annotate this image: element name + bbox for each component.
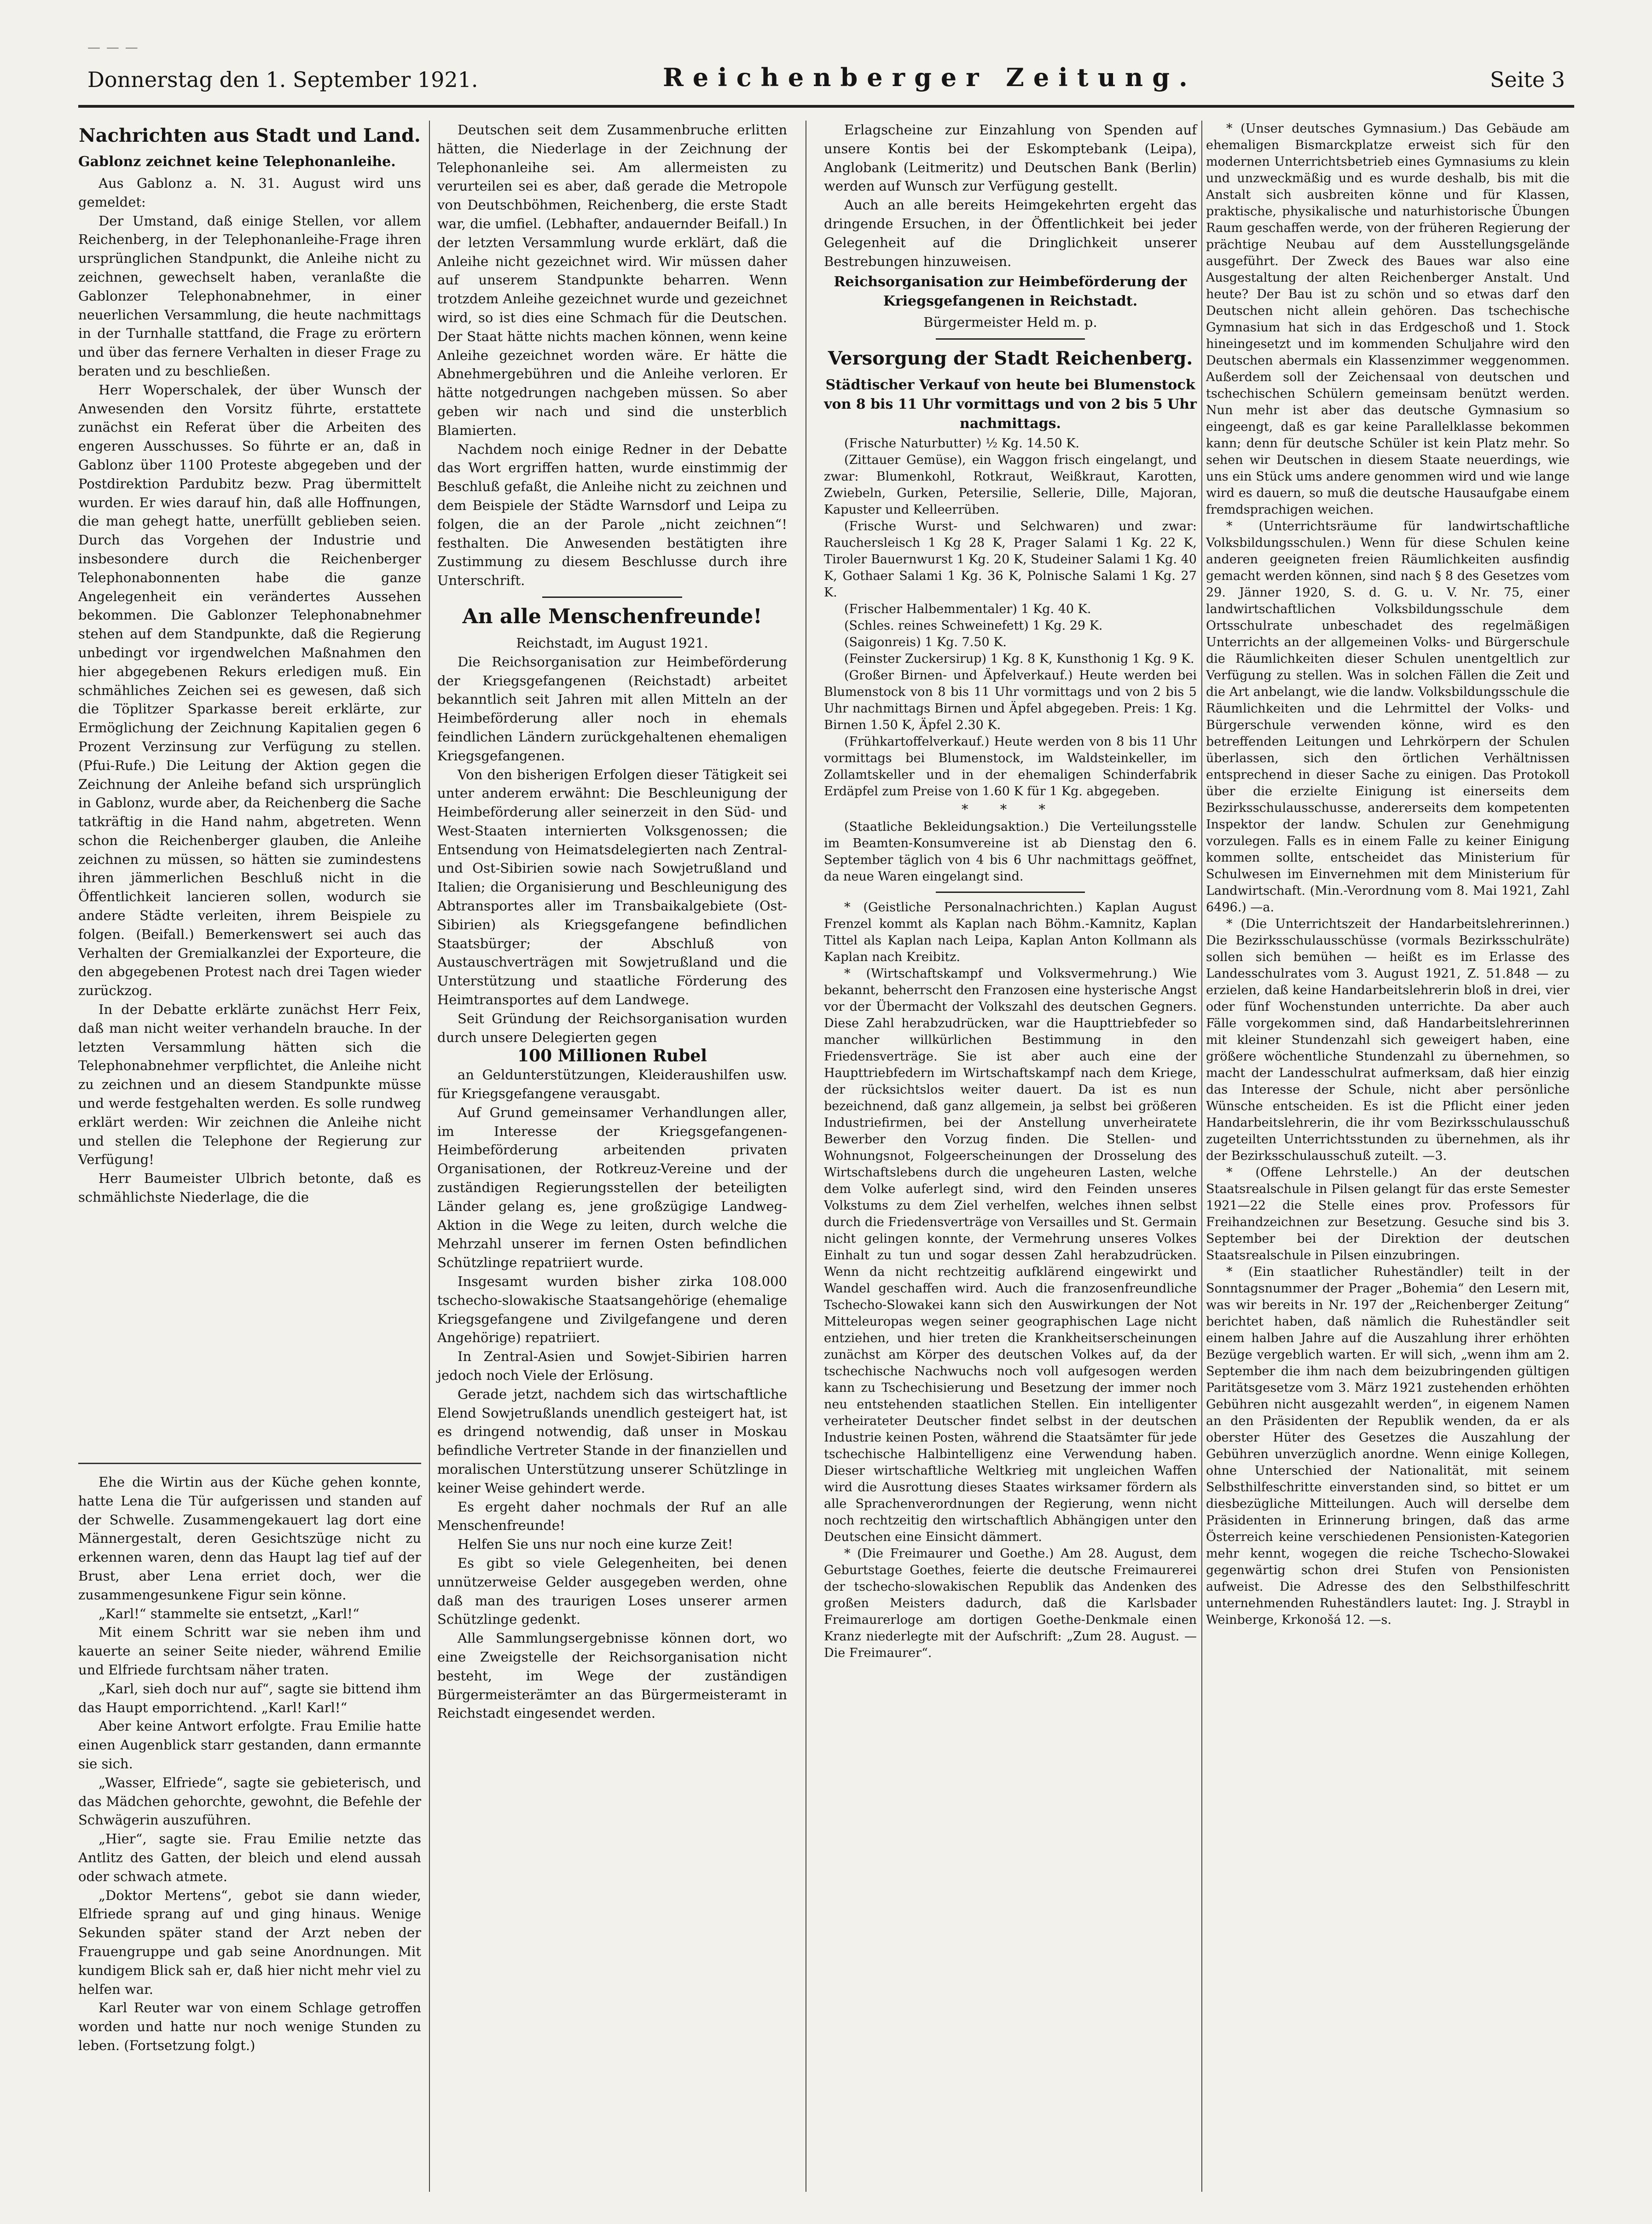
column-2: [437, 121, 787, 1723]
article-divider: [542, 597, 682, 598]
news-item: * (Die Freimaurer und Goethe.) Am 28. August, dem Geburtstage Goethes, feierte die deutsche Freimaurerei der tschecho-slowakischen Republik das Andenken des großen Meisters dadurch, daß die Karlsbader Freimaurerloge am dortigen Goethe-Denkmale einen Kranz niederlegte mit der Aufschrift: „Zum 28. August. — Die Freimaurer“.: [824, 1546, 1197, 1660]
library-stamp: — — —: [87, 40, 139, 55]
notice-item: (Schles. reines Schweinefett) 1 Kg. 29 K.: [844, 619, 1103, 633]
notice-item: (Zittauer Gemüse), ein Waggon frisch eingelangt, und zwar: Blumenkohl, Rotkraut, Weißkraut, Karotten, Zwiebeln, Gurken, Petersilie, Sellerie, Dille, Majoran, Kapuster und Kelleerrüben.: [824, 453, 1197, 517]
article-paragraph: Es ergeht daher nochmals der Ruf an alle Menschenfreunde!: [437, 1499, 787, 1534]
news-item: * (Die Unterrichtszeit der Handarbeitslehrerinnen.) Die Bezirksschulausschüsse (vormals Bezirksschulräte) sollen sich bemühen — heißt es im Erlasse des Landesschulrates vom 3. August 1921, Z. 51.848 — zu erzielen, daß keine Handarbeitslehrerin bloß in drei, vier oder fünf Wochenstunden unterrichte. Da aber auch Fälle vorgekommen sind, daß Handarbeitslehrerinnen mit kleiner Stundenzahl sich geweigert haben, eine größere wöchentliche Stundenzahl zu übernehmen, so macht der Landesschulrat aufmerksam, daß hier einzig das Interesse der Schule, nicht aber persönliche Wünsche entscheiden. Es ist die Pflicht einer jeden Handarbeitslehrerin, die ihr vom Bezirksschulausschuß zugeteilten Unterrichtsstunden zu übernehmen, als ihr der Bezirksschulausschuß zuteilt. —3.: [1206, 917, 1570, 1163]
news-item: * (Offene Lehrstelle.) An der deutschen Staatsrealschule in Pilsen gelangt für das erste Semester 1921—22 die Stelle eines prov. Professors für Freihandzeichnen zur Besetzung. Gesuche sind bis 3. September bei der Direktion der deutschen Staatsrealschule in Pilsen einzubringen.: [1206, 1165, 1570, 1263]
article-paragraph: Auch an alle bereits Heimgekehrten ergeht das dringende Ersuchen, in der Öffentlichkeit bei jeder Gelegenheit auf die Dringlichkeit unserer Bestrebungen hinzuweisen.: [824, 197, 1197, 269]
serial-paragraph: „Hier“, sagte sie. Frau Emilie netzte das Antlitz des Gatten, der bleich und elend aussah oder schwach atmete.: [78, 1831, 421, 1884]
article-paragraph: Seit Gründung der Reichsorganisation wurden durch unsere Delegierten gegen: [437, 1010, 787, 1045]
issue-date: Donnerstag den 1. September 1921.: [87, 67, 478, 92]
article-paragraph: Herr Woperschalek, der über Wunsch der Anwesenden den Vorsitz führte, erstattete zunächst ein Referat über die Arbeiten des engeren Ausschusses. So führte er an, daß in Gablonz über 1100 Proteste abgegeben und der Postdirektion Pardubitz bezw. Prag übermittelt wurden. Er wies darauf hin, daß alle Hoffnungen, die man gehegt hatte, unerfüllt geblieben seien. Durch das Vorgehen der Industrie und insbesondere durch die Reichenberger Telephonabonnenten habe die ganze Angelegenheit ein verändertes Aussehen bekommen. Die Gablonzer Telephonabnehmer stehen auf dem Standpunkte, daß die Regierung unbedingt vor irgendwelchen Maßnahmen den hier abgegebenen Rekurs erledigen muß. Ein schmähliches Zeichen sei es gewesen, daß sich die Töplitzer Sparkasse bereit erklärte, zur Ermöglichung der Zeichnung Kapitalien gegen 6 Prozent Verzinsung zur Verfügung zu stellen. (Pfui-Rufe.) Die Leitung der Aktion gegen die Zeichnung der Anleihe befand sich ursprünglich in Gablonz, wurde aber, da Reichenberg die Sache tatkräftig in die Hand nahm, abgetreten. Wenn schon die Reichenberger glauben, die Anleihe zeichnen zu müssen, so hätten sie zumindestens ihren jämmerlichen Beschluß nicht in die Öffentlichkeit lancieren sollen, wodurch sie andere Städte verleiten, ihrem Beispiele zu folgen. (Beifall.) Bemerkenswert sei auch das Verhalten der Gremialkanzlei der Exporteure, die den abgegebenen Protest nach drei Tagen wieder zurückzog.: [78, 382, 421, 999]
serial-paragraph: „Karl, sieh doch nur auf“, sagte sie bittend ihm das Haupt emporrichtend. „Karl! Karl!“: [78, 1680, 421, 1715]
notice-item: (Frischer Halbemmentaler) 1 Kg. 40 K.: [844, 602, 1091, 617]
article-paragraph: Die Reichsorganisation zur Heimbeförderung der Kriegsgefangenen (Reichstadt) arbeitet bekanntlich seit Jahren mit allen Mitteln an der Heimbeförderung aller noch in ehemals feindlichen Ländern zurückgehaltenen ehemaligen Kriegsgefangenen.: [437, 654, 787, 764]
article-divider: [936, 338, 1085, 340]
article-paragraph: Von den bisherigen Erfolgen dieser Tätigkeit sei unter anderem erwähnt: Die Beschleunigung der Heimbeförderung aller seinerzeit in den Süd- und West-Staaten internierten Volksgenossen; die Entsendung von Heimatsdelegierten nach Zentral- und Ost-Sibirien sowie nach Sowjetrußland und Italien; die Organisierung und Beschleunigung des Abtransportes aller im Transbaikalgebiete (Ost-Sibirien) als Kriegsgefangene befindlichen Staatsbürger; der Abschluß von Austauschverträgen mit Sowjetrußland und die Unterstützung und staatliche Förderung des Heimtransportes auf dem Landwege.: [437, 766, 787, 1008]
article-paragraph: Nachdem noch einige Redner in der Debatte das Wort ergriffen hatten, wurde einstimmig der Beschluß gefaßt, die Anleihe nicht zu zeichnen und dem Beispiele der Städte Warnsdorf und Leipa zu folgen, die an der Parole „nicht zeichnen“! festhalten. Die Anwesenden bestätigten ihre Zustimmung zu diesem Beschlusse durch ihre Unterschrift.: [437, 441, 787, 589]
page-header: [78, 60, 1574, 110]
feuilleton: [78, 1473, 421, 2055]
column-divider: [429, 121, 430, 2192]
column-4: [1206, 121, 1570, 1628]
article-paragraph: Alle Sammlungsergebnisse können dort, wo eine Zweigstelle der Reichsorganisation nicht besteht, im Wege der zuständigen Bürgermeisterämter an das Bürgermeisteramt in Reichstadt eingesendet werden.: [437, 1630, 787, 1721]
notice-item: (Frische Wurst- und Selchwaren) und zwar: Rauchersleisch 1 Kg 28 K, Prager Salami 1 Kg. 22 K, Tiroler Bauernwurst 1 Kg. 20 K, Studeiner Salami 1 Kg. 40 K, Gothaer Salami 1 Kg. 36 K, Polnische Salami 1 Kg. 27 K.: [824, 519, 1197, 600]
news-item: * (Unser deutsches Gymnasium.) Das Gebäude am ehemaligen Bismarckplatze erweist sich für den modernen Unterrichtsbetrieb eines Gymnasiums zu klein und unzweckmäßig und es wurde deshalb, bis mit die Anstalt sich ausbreiten könne und für Klassen, praktische, physikalische und naturhistorische Übungen Raum geschaffen werde, von der früheren Regierung der prächtige Neubau auf dem Ausstellungsgelände ausgeführt. Der Zweck des Baues war also eine Ausgestaltung der alten Reichenberger Anstalt. Und heute? Der Bau ist zu schön und so etwas darf den Deutschen nicht allein gehören. Das tschechische Gymnasium hat sich in das Erdgeschoß und 1. Stock hineingesetzt und im kommenden Schuljahre wird den Deutschen abermals ein Klassenzimmer weggenommen. Außerdem soll der Zeichensaal von deutschen und tschechischen Schülern gemeinsam benützt werden. Nun mehr ist aber das deutsche Gymnasium so eingeengt, daß es gar keine Parallelklasse bekommen kann; denn für deutsche Schüler ist kein Platz mehr. So sehen wir Deutschen in diesem Staate neuerdings, wie uns ein Stück ums andere genommen wird und wie lange wird es dauern, so muß die deutsche Hausaufgabe einem fremdsprachigen weichen.: [1206, 122, 1570, 517]
serial-paragraph: Aber keine Antwort erfolgte. Frau Emilie hatte einen Augenblick starr gestanden, dann ermannte sie sich.: [78, 1718, 421, 1772]
article-paragraph: Helfen Sie uns nur noch eine kurze Zeit!: [458, 1536, 733, 1552]
signature: Bürgermeister Held m. p.: [923, 314, 1097, 330]
section-stars: * * *: [962, 801, 1059, 817]
column-1: [78, 121, 421, 1207]
article-paragraph: Insgesamt wurden bisher zirka 108.000 tschecho-slowakische Staatsangehörige (ehemalige Kriegsgefangene und Zivilgefangene und deren Angehörige) repatriiert.: [437, 1274, 787, 1346]
article-heading: Gablonz zeichnet keine Telephonanleihe.: [78, 154, 396, 170]
notice-item: (Frische Naturbutter) ½ Kg. 14.50 K.: [844, 436, 1079, 451]
article-divider: [936, 892, 1085, 893]
serial-paragraph: „Karl!“ stammelte sie entsetzt, „Karl!“: [99, 1605, 359, 1622]
notice-item: (Frühkartoffelverkauf.) Heute werden von 8 bis 11 Uhr vormittags bei Blumenstock, im Waldsteinkeller, im Zollamtskeller und in der ehemaligen Schinderfabrik Erdäpfel zum Preise von 1.60 K für 1 Kg. abgegeben.: [824, 735, 1197, 799]
notice-item: (Saigonreis) 1 Kg. 7.50 K.: [844, 635, 1007, 650]
organization-line: Reichsorganisation zur Heimbeförderung der Kriegsgefangenen in Reichstadt.: [834, 274, 1187, 310]
serial-paragraph: Karl Reuter war von einem Schlage getroffen worden und hatte nur noch wenige Stunden zu leben. (Fortsetzung folgt.): [78, 2000, 421, 2053]
serial-paragraph: Ehe die Wirtin aus der Küche gehen konnte, hatte Lena die Tür aufgerissen und standen auf der Schwelle. Zusammengekauert lag dort eine Männergestalt, deren Gesichtszüge nicht zu erkennen waren, denn das Haupt lag tief auf der Brust, aber Lena erriet doch, wer die zusammengesunkene Figur sein könne.: [78, 1474, 421, 1603]
dateline: Reichstadt, im August 1921.: [516, 635, 708, 651]
news-item: * (Unterrichtsräume für landwirtschaftliche Volksbildungsschulen.) Wenn für diese Schulen keine anderen geeigneten freien Räumlichkeiten ausfindig gemacht werden können, sind nach § 8 des Gesetzes vom 29. Jänner 1920, S. d. G. u. V. Nr. 75, einer landwirtschaftlichen Volksbildungsschule dem Ortsschulrate unbeschadet des regelmäßigen Unterrichts an der allgemeinen Volks- und Bürgerschule die Räumlichkeiten dieser Schulen unentgeltlich zur Verfügung zu stellen. Was in solchen Fällen die Zeit und die Art anbelangt, wie die landw. Volksbildungsschule die Räumlichkeiten und die Lehrmittel der Volks- und Bürgerschule verwenden könne, wird es den betreffenden Leitungen und Lehrkörpern der Schulen überlassen, sich den örtlichen Verhältnissen entsprechend in dieser Sache zu einigen. Das Protokoll über die erzielte Einigung ist einerseits dem Bezirksschulausschusse, andererseits dem kompetenten Inspektor der landw. Schulen zur Genehmigung vorzulegen. Falls es in einem Falle zu keiner Einigung kommen sollte, entscheidet das Ministerium für Schulwesen im Einvernehmen mit dem Ministerium für Landwirtschaft. (Min.-Verordnung vom 8. Mai 1921, Zahl 6496.) —a.: [1206, 519, 1570, 915]
article-paragraph: Erlagscheine zur Einzahlung von Spenden auf unsere Kontis bei der Eskomptebank (Leipa), Anglobank (Leitmeritz) und Deutschen Bank (Berlin) werden auf Wunsch zur Verfügung gestellt.: [824, 122, 1197, 194]
column-divider: [1201, 121, 1202, 2192]
serial-paragraph: „Doktor Mertens“, gebot sie dann wieder, Elfriede sprang auf und ging hinaus. Wenige Sekunden später stand der Arzt neben der Frauengruppe und gab seine Anordnungen. Mit kundigem Blick sah er, daß hier nicht mehr viel zu helfen war.: [78, 1887, 421, 1997]
article-paragraph: Deutschen seit dem Zusammenbruche erlitten hätten, die Niederlage in der Zeichnung der Telephonanleihe sei. Am allermeisten zu verurteilen sei es aber, daß gerade die Metropole von Deutschböhmen, Reichenberg, die erste Stadt war, die umfiel. (Lebhafter, andauernder Beifall.) In der letzten Versammlung wurde erklärt, daß die Anleihe nicht gezeichnet wird. Wir müssen daher auf unserem Standpunkte beharren. Wenn trotzdem Anleihe gezeichnet wurde und gezeichnet wird, so ist dies eine Schmach für die Deutschen. Der Staat hätte nichts machen können, wenn keine Anleihe gezeichnet worden wäre. Er hätte die Abnehmergebühren und die Anleihe verloren. Er hätte notgedrungen nachgeben müssen. So aber geben wir nach und sind die unsterblich Blamierten.: [437, 122, 787, 438]
article-paragraph: Gerade jetzt, nachdem sich das wirtschaftliche Elend Sowjetrußlands unendlich gesteigert hat, ist es dringend notwendig, daß unser in Moskau befindliche Vertreter Stande in der finanziellen und moralischen Unterstützung unserer Schützlinge in keiner Weise gehindert werde.: [437, 1386, 787, 1496]
news-item: * (Wirtschaftskampf und Volksvermehrung.) Wie bekannt, beherrscht den Franzosen eine hysterische Angst vor der Übermacht der Volkszahl des deutschen Gegners. Diese Zahl herabzudrücken, war die Haupttriebfeder so mancher willkürlichen Bestimmung in den Friedensverträge. Sie ist aber auch eine der Haupttriebfedern im Wirtschaftskampf nach dem Kriege, der rücksichtslos weiter dauert. Da ist es nun bezeichnend, daß ganz allgemein, ja selbst bei größeren Industriefirmen, bei der Anstellung unverheiratete Bewerber den Vorzug finden. Die Stellen- und Wohnungsnot, Folgeerscheinungen der Drosselung des Wirtschaftslebens durch die ungeheuren Lasten, welche dem Volke auferlegt sind, wird den Feinden unseres Volkstums zu dem Ziel verhelfen, welches ihnen selbst durch die Friedensverträge von Versailles und St. Germain nicht gelingen konnte, der Vermehrung unseres Volkes Einhalt zu tun und sogar dessen Zahl herabzudrücken. Wenn da nicht rechtzeitig aufklärend eingewirkt und Wandel geschaffen wird. Auch die franzosenfreundliche Tschecho-Slowakei kann sich den Auswirkungen der Not Mitteleuropas wegen seiner geographischen Lage nicht entziehen, und hier treten die Krankheitserscheinungen zunächst am Körper des deutschen Volkes auf, da der tschechische Nachwuchs noch voll aufgesogen werden kann zu Tschechisierung und Besetzung der immer noch neu entstehenden staatlichen Stellen. Ein intelligenter verheirateter Deutscher findet selbst in der deutschen Industrie keinen Posten, während die Staatsämter für jede tschechische Halbintelligenz eine Verwendung haben. Dieser wirtschaftliche Weltkrieg mit ungleichen Waffen wird die Ausrottung dieses Staates wirksamer fördern als alle Sprachenverordnungen der Regierung, wenn nicht noch rechtzeitig den wirtschaftlich Abhängigen unter den Deutschen eine Einsicht dämmert.: [824, 966, 1197, 1544]
article-heading: An alle Menschenfreunde!: [462, 604, 762, 628]
feuilleton-rule: [78, 1463, 421, 1464]
article-paragraph: Es gibt so viele Gelegenheiten, bei denen unnützerweise Gelder ausgegeben werden, ohne daß man des traurigen Loses unserer armen Schützlinge gedenkt.: [437, 1555, 787, 1627]
news-item: * (Geistliche Personalnachrichten.) Kaplan August Frenzel kommt als Kaplan nach Böhm.-Kamnitz, Kaplan Tittel als Kaplan nach Leipa, Kaplan Anton Kollmann als Kaplan nach Kreibitz.: [824, 900, 1197, 964]
article-paragraph: In der Debatte erklärte zunächst Herr Feix, daß man nicht weiter verhandeln brauche. In der letzten Versammlung hätten sich die Telephonabnehmer verpflichtet, die Anleihe nicht zu zeichnen und an diesem Standpunkte müsse und werde festgehalten werden. Es solle rundweg erklärt werden: Wir zeichnen die Anleihe nicht und stellen die Telephone der Regierung zur Verfügung!: [78, 1002, 421, 1168]
article-paragraph: Aus Gablonz a. N. 31. August wird uns gemeldet:: [78, 175, 421, 210]
article-paragraph: Herr Baumeister Ulbrich betonte, daß es schmählichste Niederlage, die die: [78, 1170, 421, 1205]
notice-item: (Staatliche Bekleidungsaktion.) Die Verteilungsstelle im Beamten-Konsumvereine ist ab Dienstag den 6. September täglich von 4 bis 6 Uhr nachmittags geöffnet, da neue Waren eingelangt sind.: [824, 819, 1197, 884]
header-rule: [78, 105, 1574, 108]
section-heading: Nachrichten aus Stadt und Land.: [79, 125, 421, 146]
article-paragraph: Auf Grund gemeinsamer Verhandlungen aller, im Interesse der Kriegsgefangenen-Heimbeförderung arbeitenden privaten Organisationen, der Rotkreuz-Vereine und der zuständigen Regierungsstellen der beteiligten Länder gelang es, jene großzügige Landweg-Aktion in die Wege zu leiten, durch welche die Mehrzahl unserer im fernen Osten befindlichen Schützlinge repatriiert wurde.: [437, 1104, 787, 1271]
highlight-line: 100 Millionen Rubel: [517, 1046, 707, 1066]
page-number: Seite 3: [1490, 67, 1565, 92]
article-paragraph: In Zentral-Asien und Sowjet-Sibirien harren jedoch noch Viele der Erlösung.: [437, 1349, 787, 1383]
article-subheading: Städtischer Verkauf von heute bei Blumenstock von 8 bis 11 Uhr vormittags und von 2 bis 5 Uhr nachmittags.: [824, 377, 1197, 432]
serial-paragraph: Mit einem Schritt war sie neben ihm und kauerte an seiner Seite nieder, während Emilie und Elfriede furchtsam näher traten.: [78, 1624, 421, 1678]
article-paragraph: an Geldunterstützungen, Kleideraushilfen usw. für Kriegsgefangene verausgabt.: [437, 1067, 787, 1102]
news-item: * (Ein staatlicher Ruheständler) teilt in der Sonntagsnummer der Prager „Bohemia“ den Lesern mit, was wir bereits in Nr. 197 der „Reichenberger Zeitung“ berichtet haben, daß nämlich die Ruheständler seit einem halben Jahre auf die Auszahlung ihrer erhöhten Bezüge vergeblich warten. Er will sich, „wenn ihm am 2. September die ihm nach dem beizubringenden gültigen Paritätsgesetze vom 3. März 1921 zustehenden erhöhten Gebühren nicht ausgezahlt werden“, in eigenem Namen an den Präsidenten der Republik wenden, da er als oberster Hüter des Gesetzes die Auszahlung der Gebühren unverzüglich anordne. Wenn einige Kollegen, ohne Unterschied der Nationalität, mit seinem Selbsthilfeschritte einverstanden sind, so bittet er um diesbezügliche Mitteilungen. Auch will derselbe dem Präsidenten in Erinnerung bringen, daß das arme Österreich keine verschiedenen Pensionisten-Kategorien mehr kennt, wogegen die reiche Tschecho-Slowakei gegenwärtig schon drei Stufen von Pensionisten aufweist. Die Adresse des den Selbsthilfeschritt unternehmenden Ruheständlers lautet: Ing. J. Straybl in Weinberge, Krkonošá 12. —s.: [1206, 1265, 1570, 1627]
notice-item: (Feinster Zuckersirup) 1 Kg. 8 K, Kunsthonig 1 Kg. 9 K.: [844, 652, 1194, 666]
article-heading: Versorgung der Stadt Reichenberg.: [828, 348, 1193, 370]
column-3: [824, 121, 1197, 1662]
serial-paragraph: „Wasser, Elfriede“, sagte sie gebieterisch, und das Mädchen gehorchte, gewohnt, die Befehle der Schwägerin auszuführen.: [78, 1774, 421, 1828]
article-paragraph: Der Umstand, daß einige Stellen, vor allem Reichenberg, in der Telephonanleihe-Frage ihren ursprünglichen Standpunkt, die Anleihe nicht zu zeichnen, gewechselt haben, veranlaßte die Gablonzer Telephonabnehmer, in einer neuerlichen Versammlung, die heute nachmittags in der Turnhalle stattfand, die Frage zu erörtern und über das fernere Verhalten in dieser Frage zu beraten und zu beschließen.: [78, 213, 421, 379]
masthead-title: Reichenberger Zeitung.: [663, 63, 1197, 92]
notice-item: (Großer Birnen- und Äpfelverkauf.) Heute werden bei Blumenstock von 8 bis 11 Uhr vormittags und von 2 bis 5 Uhr nachmittags Birnen und Äpfel abgegeben. Preis: 1 Kg. Birnen 1.50 K, Äpfel 2.30 K.: [824, 668, 1197, 733]
